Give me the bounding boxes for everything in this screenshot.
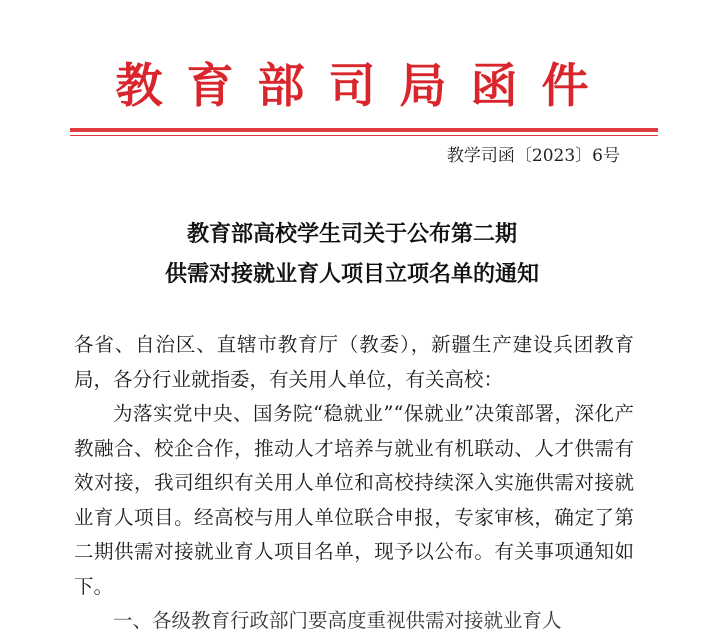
notice-title-line-2: 供需对接就业育人项目立项名单的通知 [164, 261, 539, 287]
letterhead-title: 教育部司局函件 [115, 59, 613, 114]
notice-title-line-1: 教育部高校学生司关于公布第二期 [186, 221, 517, 247]
document-number: 教学司函〔2023〕6号 [446, 146, 620, 166]
notice-body [74, 328, 634, 639]
notice-title [0, 214, 704, 294]
letterhead-rule-thick [70, 128, 658, 132]
paragraph-2-partial: 一、各级教育行政部门要高度重视供需对接就业育人 [113, 609, 562, 632]
letterhead-rule-thin [70, 135, 658, 136]
salutation: 各省、自治区、直辖市教育厅（教委），新疆生产建设兵团教育局，各分行业就指委，有关用人单位，有关高校： [74, 333, 634, 391]
paragraph-1: 为落实党中央、国务院“稳就业”“保就业”决策部署，深化产教融合、校企合作，推动人才培养与就业有机联动、人才供需有效对接，我司组织有关用人单位和高校持续深入实施供需对接就业育人项目。经高校与用人单位联合申报，专家审核，确定了第二期供需对接就业育人项目名单，现予以公布。有关事项通知如下。 [74, 402, 634, 598]
